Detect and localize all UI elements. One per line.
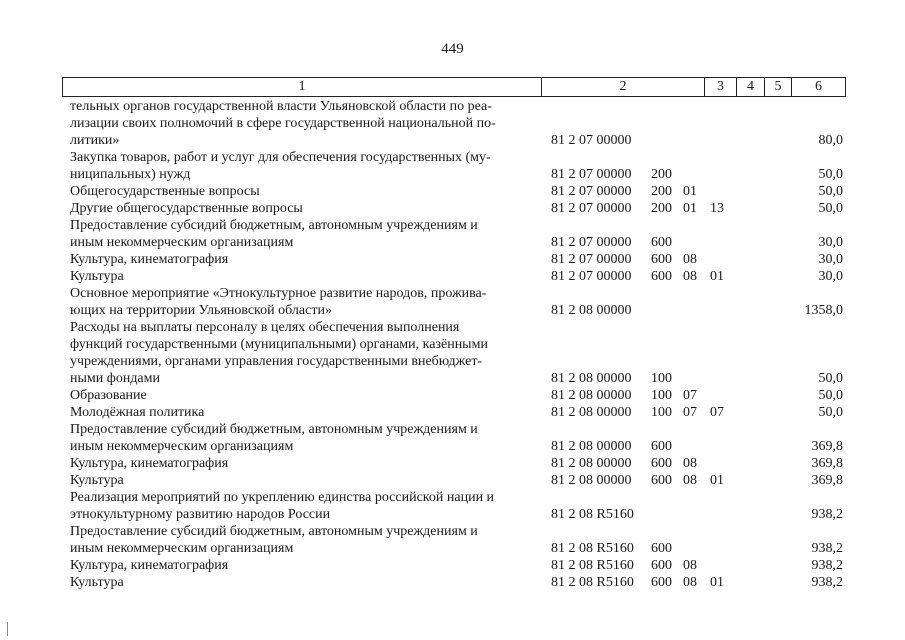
table-row <box>0 183 905 200</box>
row-amount: 50,0 <box>818 405 843 420</box>
row-code: 81 2 07 00000 <box>551 235 632 250</box>
description-line: лизации своих полномочий в сфере государственной национальной по- <box>70 116 496 131</box>
row-code: 81 2 07 00000 <box>551 133 632 148</box>
row-expense-type: 100 <box>651 371 672 386</box>
page-number: 449 <box>441 41 464 57</box>
row-amount: 1358,0 <box>804 303 843 318</box>
row-amount: 50,0 <box>818 184 843 199</box>
row-amount: 50,0 <box>818 201 843 216</box>
row-amount: 30,0 <box>818 235 843 250</box>
row-amount: 369,8 <box>811 439 843 454</box>
row-expense-type: 600 <box>651 235 672 250</box>
table-row <box>0 98 905 149</box>
table-row <box>0 472 905 489</box>
row-code: 81 2 08 00000 <box>551 371 632 386</box>
row-code: 81 2 08 00000 <box>551 439 632 454</box>
description-line: литики» <box>70 133 120 148</box>
row-code: 81 2 08 00000 <box>551 456 632 471</box>
row-amount: 938,2 <box>811 575 843 590</box>
row-code: 81 2 08 00000 <box>551 473 632 488</box>
row-subsection: 01 <box>710 575 724 590</box>
description-line: ющих на территории Ульяновской области» <box>70 303 332 318</box>
row-description <box>70 489 538 523</box>
row-expense-type: 600 <box>651 575 672 590</box>
row-section: 08 <box>683 252 697 267</box>
description-line: Культура, кинематография <box>70 456 229 471</box>
row-code: 81 2 07 00000 <box>551 167 632 182</box>
margin-mark <box>7 622 8 636</box>
description-line: Образование <box>70 388 147 403</box>
row-subsection: 01 <box>710 269 724 284</box>
row-code: 81 2 08 R5160 <box>551 575 634 590</box>
row-subsection: 07 <box>710 405 724 420</box>
row-code: 81 2 08 R5160 <box>551 558 634 573</box>
description-line: Культура <box>70 269 124 284</box>
description-line: Основное мероприятие «Этнокультурное развитие народов, прожива- <box>70 286 487 301</box>
header-col-4: 4 <box>736 78 764 96</box>
row-section: 08 <box>683 456 697 471</box>
table-row <box>0 455 905 472</box>
description-line: иным некоммерческим организациям <box>70 235 294 250</box>
row-description <box>70 319 538 387</box>
row-code: 81 2 08 R5160 <box>551 541 634 556</box>
row-section: 08 <box>683 558 697 573</box>
description-line: иным некоммерческим организациям <box>70 541 294 556</box>
row-amount: 50,0 <box>818 371 843 386</box>
table-row <box>0 421 905 455</box>
row-code: 81 2 08 00000 <box>551 303 632 318</box>
description-line: ными фондами <box>70 371 161 386</box>
row-amount: 369,8 <box>811 473 843 488</box>
description-line: Культура <box>70 473 124 488</box>
table-row <box>0 268 905 285</box>
description-line: этнокультурному развитию народов России <box>70 507 331 522</box>
table-row <box>0 387 905 404</box>
row-amount: 80,0 <box>818 133 843 148</box>
row-code: 81 2 07 00000 <box>551 252 632 267</box>
row-description <box>70 455 538 472</box>
row-section: 08 <box>683 269 697 284</box>
header-col-6: 6 <box>791 78 845 96</box>
row-amount: 938,2 <box>811 507 843 522</box>
description-line: ниципальных) нужд <box>70 167 191 182</box>
row-description <box>70 98 538 149</box>
description-line: иным некоммерческим организациям <box>70 439 294 454</box>
row-description <box>70 200 538 217</box>
description-line: Расходы на выплаты персоналу в целях обеспечения выполнения <box>70 320 460 335</box>
row-amount: 938,2 <box>811 541 843 556</box>
header-col-5: 5 <box>764 78 791 96</box>
row-amount: 938,2 <box>811 558 843 573</box>
description-line: Другие общегосударственные вопросы <box>70 201 303 216</box>
row-code: 81 2 08 00000 <box>551 405 632 420</box>
row-expense-type: 600 <box>651 473 672 488</box>
table-row <box>0 149 905 183</box>
row-code: 81 2 08 R5160 <box>551 507 634 522</box>
row-expense-type: 600 <box>651 456 672 471</box>
row-expense-type: 200 <box>651 184 672 199</box>
table-row <box>0 217 905 251</box>
description-line: Предоставление субсидий бюджетным, автономным учреждениям и <box>70 422 478 437</box>
row-expense-type: 200 <box>651 167 672 182</box>
row-description <box>70 557 538 574</box>
row-amount: 50,0 <box>818 167 843 182</box>
header-col-1: 1 <box>298 79 306 94</box>
row-amount: 369,8 <box>811 456 843 471</box>
row-description <box>70 285 538 319</box>
row-code: 81 2 07 00000 <box>551 184 632 199</box>
budget-table-body <box>0 98 905 591</box>
row-description <box>70 421 538 455</box>
description-line: Культура, кинематография <box>70 558 229 573</box>
table-row <box>0 404 905 421</box>
description-line: Культура <box>70 575 124 590</box>
table-header <box>62 77 846 97</box>
row-expense-type: 600 <box>651 269 672 284</box>
row-description <box>70 387 538 404</box>
row-code: 81 2 07 00000 <box>551 201 632 216</box>
row-description <box>70 183 538 200</box>
description-line: Культура, кинематография <box>70 252 229 267</box>
table-row <box>0 489 905 523</box>
row-section: 01 <box>683 201 697 216</box>
row-subsection: 01 <box>710 473 724 488</box>
header-col-2: 2 <box>541 78 704 96</box>
row-description <box>70 574 538 591</box>
header-col-3: 3 <box>704 78 736 96</box>
description-line: учреждениями, органами управления государственными внебюджет- <box>70 354 483 369</box>
row-section: 08 <box>683 575 697 590</box>
row-description <box>70 217 538 251</box>
table-row <box>0 523 905 557</box>
row-description <box>70 149 538 183</box>
description-line: Закупка товаров, работ и услуг для обеспечения государственных (му- <box>70 150 491 165</box>
row-description <box>70 404 538 421</box>
row-expense-type: 100 <box>651 405 672 420</box>
row-expense-type: 100 <box>651 388 672 403</box>
row-description <box>70 251 538 268</box>
row-amount: 30,0 <box>818 252 843 267</box>
description-line: Молодёжная политика <box>70 405 205 420</box>
row-description <box>70 472 538 489</box>
row-section: 07 <box>683 388 697 403</box>
row-expense-type: 200 <box>651 201 672 216</box>
row-amount: 30,0 <box>818 269 843 284</box>
table-row <box>0 319 905 387</box>
description-line: тельных органов государственной власти Ульяновской области по реа- <box>70 99 492 114</box>
description-line: Общегосударственные вопросы <box>70 184 260 199</box>
table-row <box>0 557 905 574</box>
row-code: 81 2 07 00000 <box>551 269 632 284</box>
table-row <box>0 285 905 319</box>
description-line: Предоставление субсидий бюджетным, автономным учреждениям и <box>70 218 478 233</box>
row-description <box>70 268 538 285</box>
row-section: 01 <box>683 184 697 199</box>
row-section: 08 <box>683 473 697 488</box>
row-expense-type: 600 <box>651 439 672 454</box>
row-section: 07 <box>683 405 697 420</box>
row-description <box>70 523 538 557</box>
row-amount: 50,0 <box>818 388 843 403</box>
description-line: Предоставление субсидий бюджетным, автономным учреждениям и <box>70 524 478 539</box>
table-row <box>0 200 905 217</box>
row-expense-type: 600 <box>651 252 672 267</box>
row-expense-type: 600 <box>651 541 672 556</box>
row-subsection: 13 <box>710 201 724 216</box>
row-code: 81 2 08 00000 <box>551 388 632 403</box>
table-row <box>0 251 905 268</box>
description-line: Реализация мероприятий по укреплению единства российской нации и <box>70 490 495 505</box>
table-row <box>0 574 905 591</box>
row-expense-type: 600 <box>651 558 672 573</box>
description-line: функций государственными (муниципальными) органами, казёнными <box>70 337 488 352</box>
